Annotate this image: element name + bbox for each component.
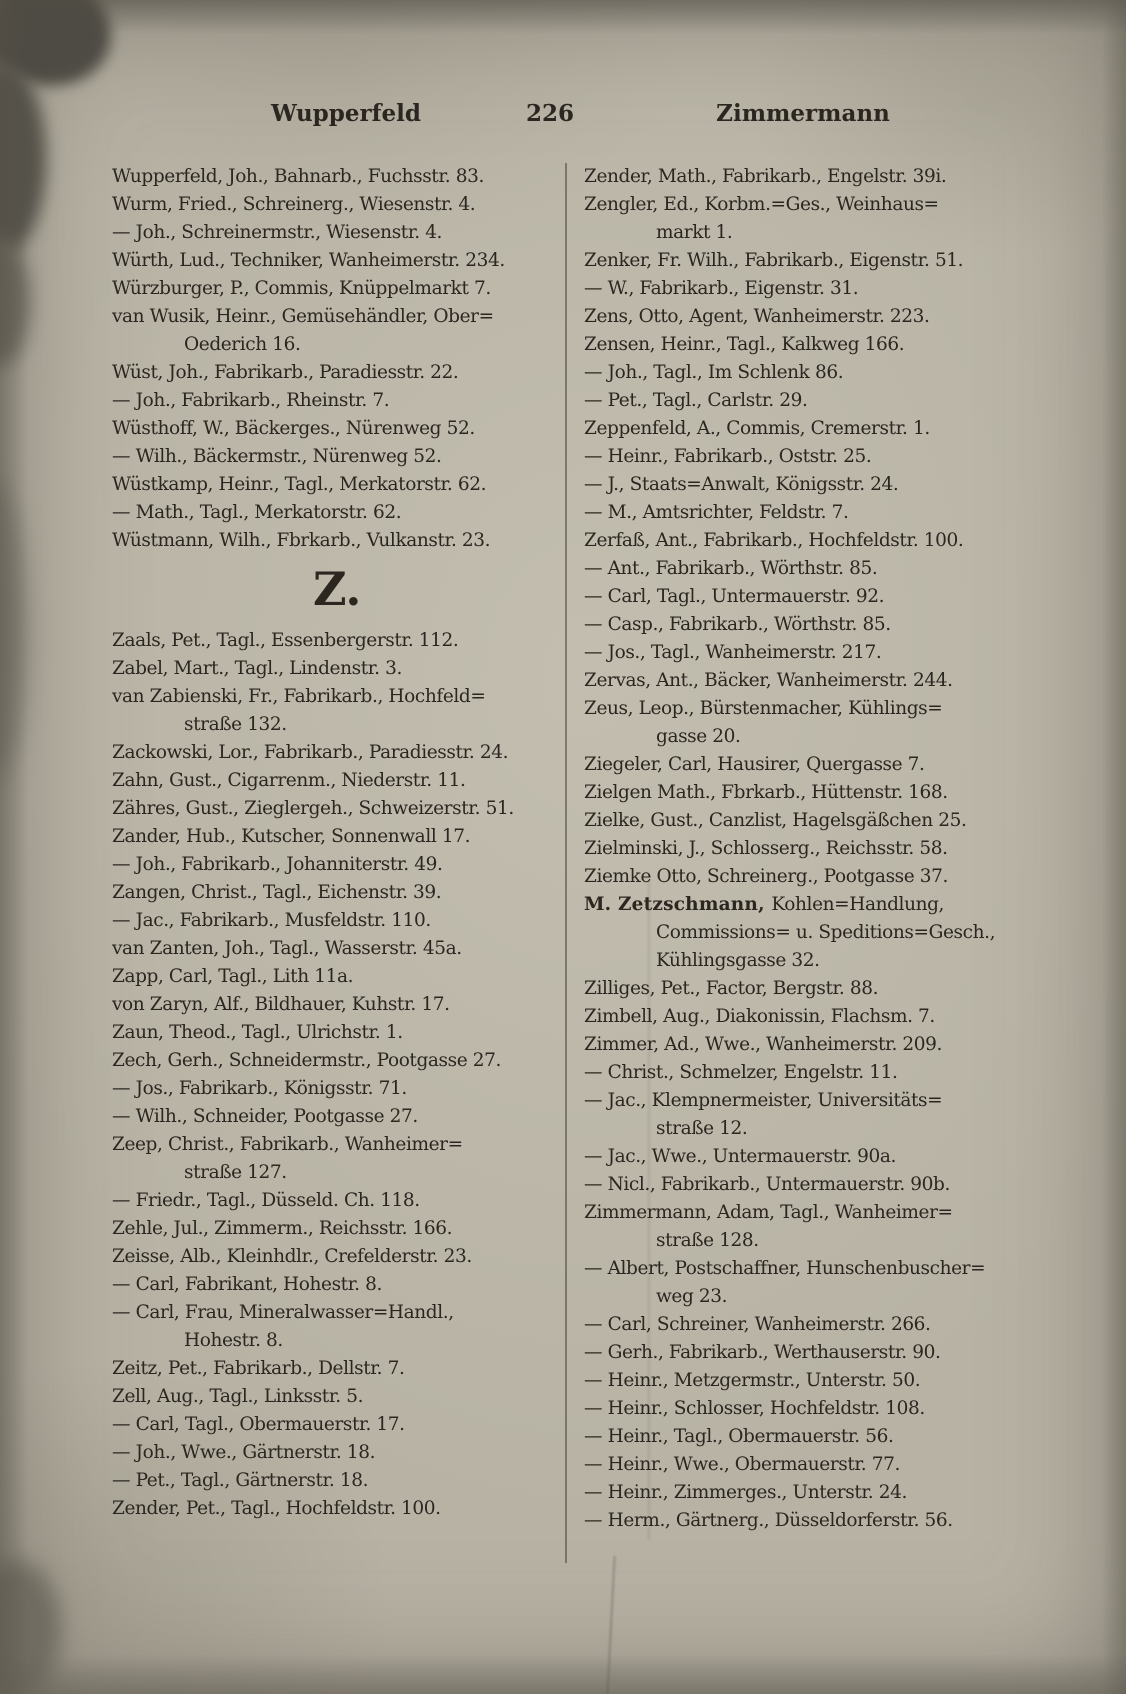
directory-entry: [584, 331, 1016, 359]
directory-entry: [112, 1131, 562, 1187]
entry-line: — Joh., Schreinermstr., Wiesenstr. 4.: [112, 222, 443, 243]
directory-entry: [112, 359, 562, 387]
directory-entry: [112, 471, 562, 499]
directory-entry: [584, 499, 1016, 527]
entry-line: Zerfaß, Ant., Fabrikarb., Hochfeldstr. 100.: [584, 530, 964, 551]
entry-line: — Pet., Tagl., Carlstr. 29.: [584, 390, 808, 411]
entry-line: — Jac., Fabrikarb., Musfeldstr. 110.: [112, 910, 431, 931]
entry-line: — Albert, Postschaffner, Hunschenbuscher=: [584, 1258, 986, 1279]
directory-entry: [584, 555, 1016, 583]
entry-line: — Jos., Tagl., Wanheimerstr. 217.: [584, 642, 882, 663]
directory-entry: [112, 1299, 562, 1355]
entry-line: van Zabienski, Fr., Fabrikarb., Hochfeld=: [112, 686, 486, 707]
entry-line: Zilliges, Pet., Factor, Bergstr. 88.: [584, 978, 879, 999]
directory-entry: [112, 823, 562, 851]
directory-entry: [584, 863, 1016, 891]
entry-line: — Nicl., Fabrikarb., Untermauerstr. 90b.: [584, 1174, 950, 1195]
entry-line: — Ant., Fabrikarb., Wörthstr. 85.: [584, 558, 878, 579]
entry-line: Zeitz, Pet., Fabrikarb., Dellstr. 7.: [112, 1358, 405, 1379]
directory-entry: [112, 219, 562, 247]
entry-line: Wupperfeld, Joh., Bahnarb., Fuchsstr. 83.: [112, 166, 484, 187]
directory-entry: [112, 1103, 562, 1131]
directory-entry: [112, 1215, 562, 1243]
entry-line: — Jac., Klempnermeister, Universitäts=: [584, 1090, 943, 1111]
directory-entry: [112, 1383, 562, 1411]
entry-line: — W., Fabrikarb., Eigenstr. 31.: [584, 278, 859, 299]
entry-line: — Carl, Frau, Mineralwasser=Handl.,: [112, 1302, 454, 1323]
entry-line: — Heinr., Metzgermstr., Unterstr. 50.: [584, 1370, 921, 1391]
entry-line: Wüsthoff, W., Bäckerges., Nürenweg 52.: [112, 418, 475, 439]
directory-entry: [112, 303, 562, 359]
entry-line: Zech, Gerh., Schneidermstr., Pootgasse 27.: [112, 1050, 501, 1071]
directory-entry: [584, 1059, 1016, 1087]
directory-entry: [584, 751, 1016, 779]
entry-line: Würth, Lud., Techniker, Wanheimerstr. 234.: [112, 250, 505, 271]
directory-entry: [584, 975, 1016, 1003]
entry-line: — Wilh., Bäckermstr., Nürenweg 52.: [112, 446, 442, 467]
entry-line: Wüstmann, Wilh., Fbrkarb., Vulkanstr. 23.: [112, 530, 491, 551]
entry-line: Wüst, Joh., Fabrikarb., Paradiesstr. 22.: [112, 362, 459, 383]
entry-line: — Carl, Fabrikant, Hohestr. 8.: [112, 1274, 382, 1295]
directory-entry: [584, 667, 1016, 695]
entries-z-section: [112, 627, 562, 1523]
entry-line: Zeep, Christ., Fabrikarb., Wanheimer=: [112, 1134, 463, 1155]
entries-section: [584, 163, 1016, 1535]
directory-entry: [584, 891, 1016, 975]
directory-entry: [584, 1031, 1016, 1059]
directory-entry: [584, 415, 1016, 443]
directory-entry: [584, 1423, 1016, 1451]
entry-continuation-line: Hohestr. 8.: [184, 1330, 283, 1351]
entry-line: — Carl, Tagl., Untermauerstr. 92.: [584, 586, 885, 607]
entry-line: Zehle, Jul., Zimmerm., Reichsstr. 166.: [112, 1218, 453, 1239]
entry-line: — M., Amtsrichter, Feldstr. 7.: [584, 502, 849, 523]
entry-line: — Heinr., Wwe., Obermauerstr. 77.: [584, 1454, 900, 1475]
entry-continuation-line: straße 128.: [656, 1230, 759, 1251]
entry-continuation-line: straße 12.: [656, 1118, 748, 1139]
directory-entry: [112, 415, 562, 443]
entry-line: — Christ., Schmelzer, Engelstr. 11.: [584, 1062, 898, 1083]
directory-entry: [584, 611, 1016, 639]
entry-line: van Wusik, Heinr., Gemüsehändler, Ober=: [112, 306, 494, 327]
directory-entry: [584, 191, 1016, 247]
directory-entry: [112, 387, 562, 415]
directory-entry: [584, 807, 1016, 835]
entry-line: van Zanten, Joh., Tagl., Wasserstr. 45a.: [112, 938, 462, 959]
entry-line: Zeppenfeld, A., Commis, Cremerstr. 1.: [584, 418, 930, 439]
directory-entry: [112, 499, 562, 527]
directory-entry: [112, 1075, 562, 1103]
entry-continuation-line: Commissions= u. Speditions=Gesch.,: [656, 922, 996, 943]
directory-entry: [112, 1355, 562, 1383]
directory-entry: [112, 627, 562, 655]
page-number: 226: [525, 100, 574, 127]
entry-line: — Heinr., Schlosser, Hochfeldstr. 108.: [584, 1398, 925, 1419]
column-divider: [565, 163, 567, 1563]
directory-entry: [112, 1187, 562, 1215]
entry-line: — Joh., Fabrikarb., Rheinstr. 7.: [112, 390, 390, 411]
entry-line: — Gerh., Fabrikarb., Werthauserstr. 90.: [584, 1342, 941, 1363]
directory-entry: [112, 991, 562, 1019]
directory-entry: [112, 163, 562, 191]
directory-entry: [584, 1507, 1016, 1535]
entry-line: Zengler, Ed., Korbm.=Ges., Weinhaus=: [584, 194, 939, 215]
entry-continuation-line: gasse 20.: [656, 726, 741, 747]
directory-entry: [112, 1411, 562, 1439]
right-column: [584, 163, 1016, 1535]
directory-entry: [112, 879, 562, 907]
entry-line: Zahn, Gust., Cigarrenm., Niederstr. 11.: [112, 770, 466, 791]
directory-entry: [584, 471, 1016, 499]
directory-entry: [112, 443, 562, 471]
entry-continuation-line: straße 132.: [184, 714, 287, 735]
directory-entry: [112, 795, 562, 823]
left-column: [112, 163, 562, 1523]
entry-line: — Jos., Fabrikarb., Königsstr. 71.: [112, 1078, 407, 1099]
directory-entry: [112, 1439, 562, 1467]
directory-entry: [584, 1255, 1016, 1311]
directory-entry: [112, 527, 562, 555]
entry-line: — Heinr., Fabrikarb., Oststr. 25.: [584, 446, 872, 467]
directory-entry: [584, 835, 1016, 863]
directory-entry: [584, 1199, 1016, 1255]
entry-line: Würzburger, P., Commis, Knüppelmarkt 7.: [112, 278, 491, 299]
entry-line: Zender, Pet., Tagl., Hochfeldstr. 100.: [112, 1498, 441, 1519]
entry-line: Zackowski, Lor., Fabrikarb., Paradiesstr. 24.: [112, 742, 509, 763]
entry-line: Ziegeler, Carl, Hausirer, Quergasse 7.: [584, 754, 925, 775]
entry-line: — Carl, Tagl., Obermauerstr. 17.: [112, 1414, 405, 1435]
entry-bold-name: M. Zetzschmann,: [584, 894, 772, 915]
directory-entry: [584, 1339, 1016, 1367]
directory-entry: [584, 527, 1016, 555]
entry-continuation-line: Kühlingsgasse 32.: [656, 950, 820, 971]
directory-entry: [112, 1495, 562, 1523]
entry-line: Zervas, Ant., Bäcker, Wanheimerstr. 244.: [584, 670, 953, 691]
entry-line: — Herm., Gärtnerg., Düsseldorferstr. 56.: [584, 1510, 953, 1531]
entry-line: Zimbell, Aug., Diakonissin, Flachsm. 7.: [584, 1006, 935, 1027]
directory-entry: [112, 683, 562, 739]
entry-line: Zabel, Mart., Tagl., Lindenstr. 3.: [112, 658, 402, 679]
entry-line: Zielgen Math., Fbrkarb., Hüttenstr. 168.: [584, 782, 948, 803]
entry-line: — Casp., Fabrikarb., Wörthstr. 85.: [584, 614, 891, 635]
entry-line: Zielke, Gust., Canzlist, Hagelsgäßchen 25.: [584, 810, 967, 831]
directory-entry: [112, 1271, 562, 1299]
entry-line: Zenker, Fr. Wilh., Fabrikarb., Eigenstr. 51.: [584, 250, 964, 271]
entry-line: Zell, Aug., Tagl., Linksstr. 5.: [112, 1386, 364, 1407]
entry-line: — Jac., Wwe., Untermauerstr. 90a.: [584, 1146, 897, 1167]
entry-line: Ziemke Otto, Schreinerg., Pootgasse 37.: [584, 866, 949, 887]
entry-line: Zens, Otto, Agent, Wanheimerstr. 223.: [584, 306, 930, 327]
entry-line: Zeus, Leop., Bürstenmacher, Kühlings=: [584, 698, 943, 719]
entry-line: Zielminski, J., Schlosserg., Reichsstr. 58.: [584, 838, 948, 859]
entry-line: Zeisse, Alb., Kleinhdlr., Crefelderstr. 23.: [112, 1246, 472, 1267]
entry-line: — Heinr., Zimmerges., Unterstr. 24.: [584, 1482, 907, 1503]
directory-entry: [584, 1367, 1016, 1395]
entry-continuation-line: straße 127.: [184, 1162, 287, 1183]
directory-entry: [112, 655, 562, 683]
directory-entry: [584, 359, 1016, 387]
entry-line: Zimmer, Ad., Wwe., Wanheimerstr. 209.: [584, 1034, 943, 1055]
entry-line: Zander, Hub., Kutscher, Sonnenwall 17.: [112, 826, 471, 847]
directory-entry: [584, 247, 1016, 275]
entry-line: Zaun, Theod., Tagl., Ulrichstr. 1.: [112, 1022, 403, 1043]
directory-entry: [584, 387, 1016, 415]
directory-entry: [584, 443, 1016, 471]
entry-line: Zähres, Gust., Zieglergeh., Schweizerstr. 51.: [112, 798, 514, 819]
entry-line: — Heinr., Tagl., Obermauerstr. 56.: [584, 1426, 894, 1447]
entry-line: Zender, Math., Fabrikarb., Engelstr. 39i.: [584, 166, 947, 187]
entry-line: von Zaryn, Alf., Bildhauer, Kuhstr. 17.: [112, 994, 450, 1015]
directory-entry: [584, 639, 1016, 667]
entry-line: — Pet., Tagl., Gärtnerstr. 18.: [112, 1470, 369, 1491]
directory-entry: [112, 275, 562, 303]
directory-entry: [112, 1019, 562, 1047]
directory-entry: [112, 1243, 562, 1271]
entry-line: — Math., Tagl., Merkatorstr. 62.: [112, 502, 402, 523]
directory-entry: [584, 163, 1016, 191]
entry-line: Zaals, Pet., Tagl., Essenbergerstr. 112.: [112, 630, 459, 651]
edge-shade-right: [1102, 0, 1126, 1694]
entries-w-section: [112, 163, 562, 555]
directory-entry: [584, 1311, 1016, 1339]
directory-entry: [584, 303, 1016, 331]
directory-entry: [584, 1003, 1016, 1031]
directory-entry: [112, 851, 562, 879]
header-keyword-left: Wupperfeld: [271, 100, 421, 127]
entry-line: — Joh., Tagl., Im Schlenk 86.: [584, 362, 844, 383]
directory-entry: [112, 191, 562, 219]
header-keyword-right: Zimmermann: [716, 100, 890, 127]
edge-shade-bottom: [0, 1654, 1126, 1694]
directory-entry: [112, 739, 562, 767]
entry-line: Wüstkamp, Heinr., Tagl., Merkatorstr. 62.: [112, 474, 487, 495]
directory-entry: [584, 583, 1016, 611]
directory-entry: [112, 1047, 562, 1075]
entry-line: Wurm, Fried., Schreinerg., Wiesenstr. 4.: [112, 194, 476, 215]
directory-entry: [112, 1467, 562, 1495]
directory-entry: [112, 907, 562, 935]
directory-entry: [584, 1087, 1016, 1143]
entry-line: — Joh., Fabrikarb., Johanniterstr. 49.: [112, 854, 443, 875]
directory-entry: [112, 935, 562, 963]
entry-line: M. Zetzschmann, Kohlen=Handlung,: [584, 894, 945, 915]
section-letter-heading: Z.: [313, 562, 361, 616]
directory-entry: [584, 275, 1016, 303]
directory-entry: [584, 1395, 1016, 1423]
directory-entry: [584, 695, 1016, 751]
entry-line: Zangen, Christ., Tagl., Eichenstr. 39.: [112, 882, 442, 903]
edge-shade-top: [0, 0, 1126, 34]
entry-continuation-line: weg 23.: [656, 1286, 728, 1307]
entry-line: — Wilh., Schneider, Pootgasse 27.: [112, 1106, 418, 1127]
entry-line: — Friedr., Tagl., Düsseld. Ch. 118.: [112, 1190, 420, 1211]
entry-line: — Joh., Wwe., Gärtnerstr. 18.: [112, 1442, 376, 1463]
entry-line: — Carl, Schreiner, Wanheimerstr. 266.: [584, 1314, 931, 1335]
entry-continuation-line: Oederich 16.: [184, 334, 301, 355]
entry-line: Zimmermann, Adam, Tagl., Wanheimer=: [584, 1202, 953, 1223]
directory-entry: [112, 767, 562, 795]
directory-entry: [584, 779, 1016, 807]
edge-shade-left: [0, 0, 28, 1694]
page-header: [0, 100, 1126, 132]
directory-entry: [584, 1451, 1016, 1479]
entry-line: Zapp, Carl, Tagl., Lith 11a.: [112, 966, 354, 987]
entry-continuation-line: markt 1.: [656, 222, 733, 243]
directory-entry: [584, 1171, 1016, 1199]
entry-line: Zensen, Heinr., Tagl., Kalkweg 166.: [584, 334, 905, 355]
directory-entry: [112, 247, 562, 275]
directory-entry: [112, 963, 562, 991]
directory-entry: [584, 1479, 1016, 1507]
directory-entry: [584, 1143, 1016, 1171]
entry-line: — J., Staats=Anwalt, Königsstr. 24.: [584, 474, 899, 495]
